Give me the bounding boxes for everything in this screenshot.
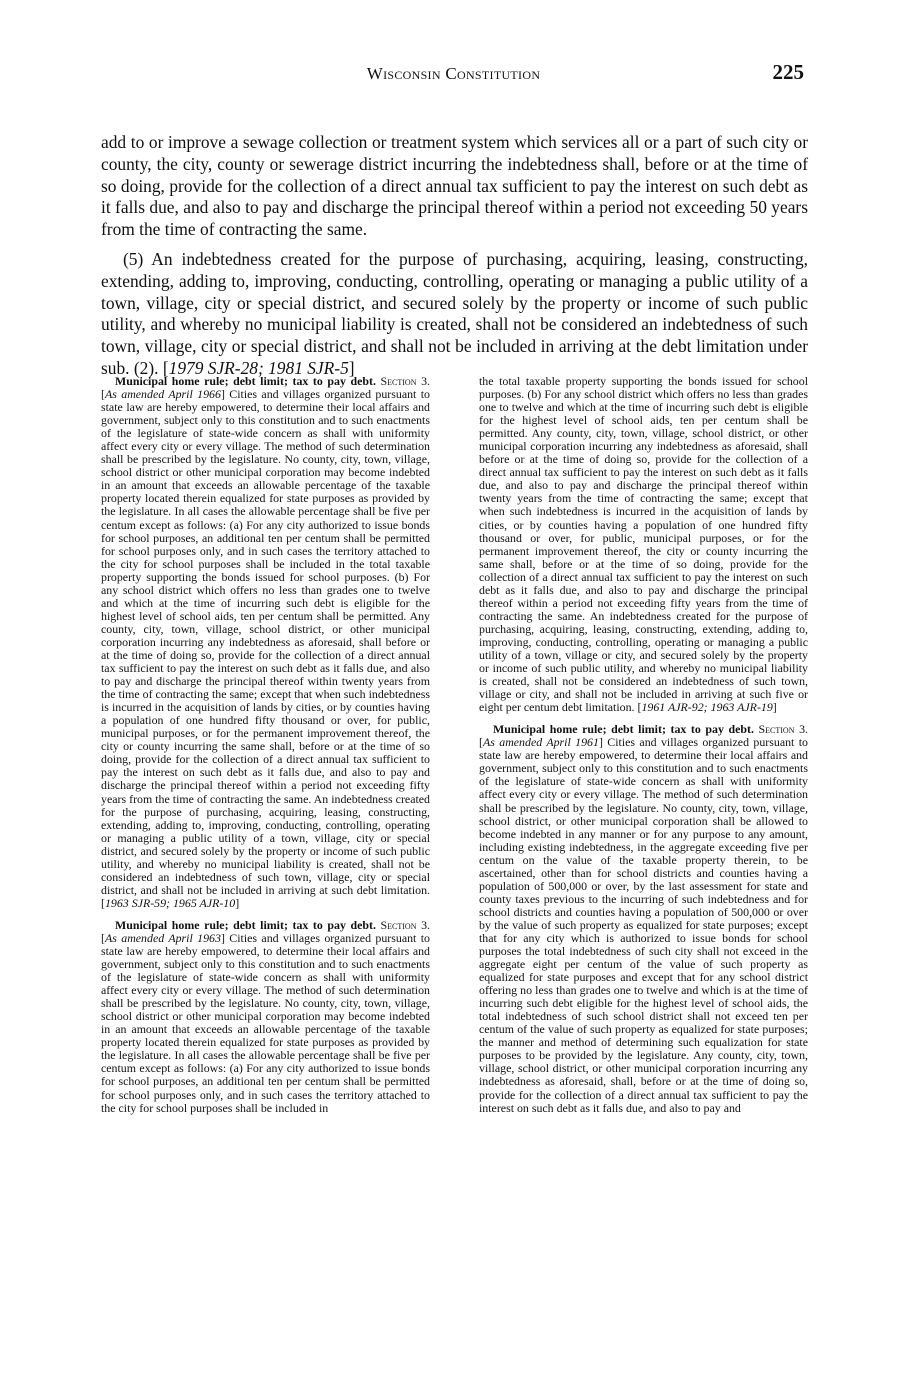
amendment-note: As amended April 1963 [104,930,221,945]
bracket-open: [ [479,735,483,750]
top-text-block [101,132,808,380]
section-3-1963-continued [479,375,808,714]
section-body: the total taxable property supporting the bonds issued for school purposes. (b) For any school district which offers no less than grades one to twelve and which at the time of incurring such debt is eligible for the highest level of school aids, ten per centum shall be permitted. Any county, city, town, village, school district, or other municipal corporation incurring any indebtedness as aforesaid, shall before or at the time of doing so, provide for the collection of a direct annual tax sufficient to pay the interest on such debt as it falls due, and also to pay and discharge the principal thereof within twenty years from the time of contracting the same; except that when such indebtedness is incurred in the acquisition of lands by cities, or by counties having a population of one hundred fifty thousand or over, for public, municipal purposes, or for the permanent improvement thereof, the city or county incurring the same shall, before or at the time of so doing, provide for the collection of a direct annual tax sufficient to pay the interest on such debt as it falls due, and also to pay and discharge the principal thereof within a period not exceeding fifty years from the time of contracting the same. An indebtedness created for the purpose of purchasing, acquiring, leasing, constructing, extending, adding to, improving, conducting, controlling, operating or managing a public utility of a town, village or city, and secured solely by the property or income of such public utility, and whereby no municipal liability is created, shall not be considered an indebtedness of such town, village or city, and shall not be included in arriving at such five or eight per centum debt limitation. [ [479,375,808,715]
bracket-open: [ [101,930,105,945]
section-label: Section 3. [380,375,430,388]
bracket-close: ] [220,930,225,945]
section-3-amended-1961 [479,723,808,1114]
continued-paragraph-text: add to or improve a sewage collection or treatment system which services all or a part of such city or county, the city, county or sewerage district incurring the indebtedness shall, before or at the time of so doing, provide for the collection of a direct annual tax sufficient to pay the interest on such debt as it falls due, and also to pay and discharge the principal thereof within a period not exceeding 50 years from the time of contracting the same. [101,132,808,240]
section-heading: Municipal home rule; debt limit; tax to pay debt. [115,917,376,932]
section-label: Section 3. [758,722,808,737]
page-header [0,60,907,90]
continued-paragraph [101,132,808,241]
subsection-5-text: (5) An indebtedness created for the purpose of purchasing, acquiring, leasing, constructing, extending, adding to, improving, conducting, controlling, operating or managing a public utility of a town, village, city or special district, and secured solely by the property or income of such public utility, and whereby no municipal liability is created, shall not be considered an indebtedness of such town, village, city or special district, and shall not be included in arriving at the debt limitation under sub. (2). [ [101,248,808,378]
left-column [101,375,430,1365]
subsection-5-close: ] [348,357,355,378]
section-3-amended-1966 [101,375,430,910]
section-body: Cities and villages organized pursuant to state law are hereby empowered, to determine their local affairs and government, subject only to this constitution and to such enactments of the legislature of state-wide concern as shall with uniformity affect every city or every village. The method of such determination shall be prescribed by the legislature. No county, city, town, village, school district, or other municipal corporation shall be allowed to become indebted in any manner or for any purpose to any amount, including existing indebtedness, in the aggregate exceeding five per centum on the value of the taxable property therein, to be ascertained, other than for school districts and counties having a population of 500,000 or over, by the last assessment for state and county taxes previous to the incurring of such indebtedness and for school districts and counties having a population of 500,000 or over by the value of such property as equalized for state purposes; except that for any city which is authorized to issue bonds for school purposes the total indebtedness of such city shall not exceed in the aggregate eight per centum of the value of such property as equalized for state purposes and except that for any school district offering no less than grades one to twelve and which is at the time of incurring such debt eligible for the highest level of school aids, the total indebtedness of such school district shall not exceed ten per centum of the value of such property as equalized for state purposes; the manner and method of determining such equalization for state purposes to be provided by the legislature. Any county, city, town, village, school district, or other municipal corporation incurring any indebtedness as aforesaid, shall, before or at the time of doing so, provide for the collection of a direct annual tax sufficient to pay the interest on such debt as it falls due, and also to pay and [479,735,808,1115]
history-note: 1961 AJR-92; 1963 AJR-19 [641,700,773,715]
section-body: Cities and villages organized pursuant to state law are hereby empowered, to determine their local affairs and government, subject only to this constitution and to such enactments of the legislature of state-wide concern as shall with uniformity affect every city or every village. The method of such determination shall be prescribed by the legislature. No county, city, town, village, school district or other municipal corporation may become indebted in an amount that exceeds an allowable percentage of the taxable property located therein equalized for state purposes as provided by the legislature. In all cases the allowable percentage shall be five per centum except as follows: (a) For any city authorized to issue bonds for school purposes, an additional ten per centum shall be permitted for school purposes only, and in such cases the territory attached to the city for school purposes shall be included in the total taxable property supporting the bonds issued for school purposes. (b) For any school district which offers no less than grades one to twelve and which at the time of incurring such debt is eligible for the highest level of school aids, ten per centum shall be permitted. Any county, city, town, village, school district, or other municipal corporation incurring any indebtedness as aforesaid, shall before or at the time of doing so, provide for the collection of a direct annual tax sufficient to pay the interest on such debt as it falls due, and also to pay and discharge the principal thereof within twenty years from the time of contracting the same; except that when such indebtedness is incurred in the acquisition of lands by cities, or by counties having a population of one hundred fifty thousand or over, for public, municipal purposes, or for the permanent improvement thereof, the city or county incurring the same shall, before or at the time of so doing, provide for the collection of a direct annual tax sufficient to pay the interest on such debt as it falls due, and also to pay and discharge the principal thereof within a period not exceeding fifty years from the time of contracting the same. An indebtedness created for the purpose of purchasing, acquiring, leasing, constructing, extending, adding to, improving, conducting, controlling, operating or managing a public utility of a town, village, city or special district, and secured solely by the property or income of such public utility, and whereby no municipal liability is created, shall not be considered an indebtedness of such town, village, city or special district, and shall not be included in arriving at such debt limitation. [ [101,387,430,910]
subsection-5-paragraph [101,249,808,380]
section-3-amended-1963 [101,919,430,1115]
amendment-note: As amended April 1966 [104,387,221,402]
subsection-5-history: 1979 SJR-28; 1981 SJR-5 [168,357,349,378]
section-heading: Municipal home rule; debt limit; tax to pay debt. [493,722,754,737]
page-number: 225 [772,60,804,84]
history-close: ] [772,700,777,715]
running-title: Wisconsin Constitution [366,64,541,83]
history-close: ] [235,895,240,910]
right-column [479,375,808,1365]
bracket-open: [ [101,387,105,402]
section-body: Cities and villages organized pursuant to state law are hereby empowered, to determine their local affairs and government, subject only to this constitution and to such enactments of the legislature of state-wide concern as shall with uniformity affect every city or every village. The method of such determination shall be prescribed by the legislature. No county, city, town, village, school district or other municipal corporation may become indebted in an amount that exceeds an allowable percentage of the taxable property located therein equalized for state purposes as provided by the legislature. In all cases the allowable percentage shall be five per centum except as follows: (a) For any city authorized to issue bonds for school purposes, an additional ten per centum shall be permitted for school purposes only, and in such cases the territory attached to the city for school purposes shall be included in [101,930,430,1115]
amendment-note: As amended April 1961 [482,735,599,750]
bracket-close: ] [598,735,603,750]
history-note: 1963 SJR-59; 1965 AJR-10 [104,895,236,910]
section-label: Section 3. [380,917,430,932]
bracket-close: ] [220,387,225,402]
section-heading: Municipal home rule; debt limit; tax to pay debt. [115,375,376,388]
